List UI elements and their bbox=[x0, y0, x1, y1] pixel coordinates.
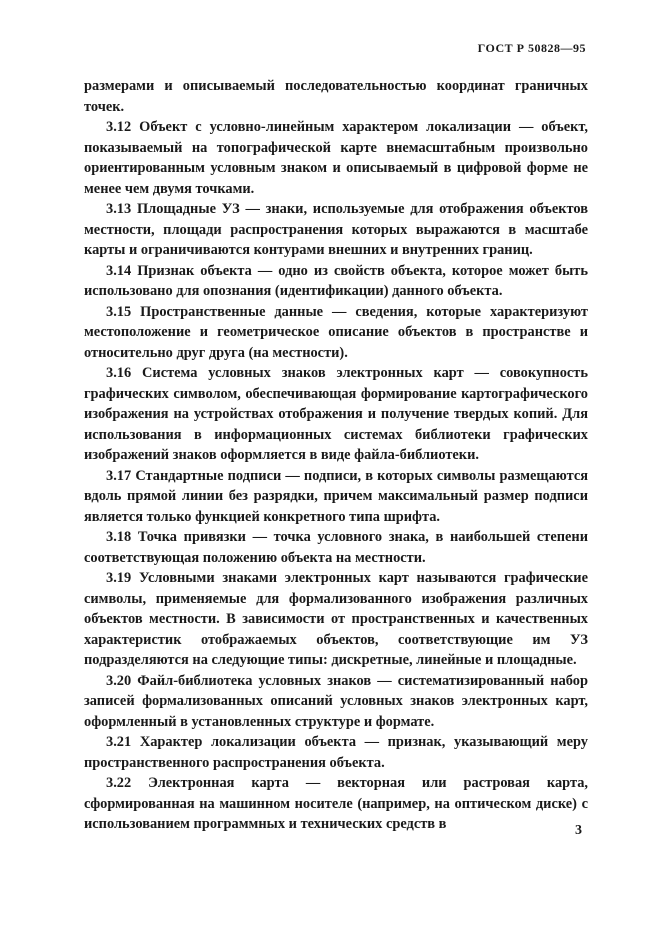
clause-number: 3.16 bbox=[106, 365, 132, 381]
paragraph bbox=[84, 773, 588, 835]
definition: — систематизированный набор записей формализованных описаний условных знаков электронных карт, оформленный в установленных структуре и формате. bbox=[84, 672, 588, 730]
clause-number: 3.13 bbox=[106, 201, 132, 217]
definition: — признак, указывающий меру пространственного распространения объекта. bbox=[84, 734, 588, 771]
clause-number: 3.22 bbox=[106, 775, 132, 791]
page-number: 3 bbox=[575, 823, 582, 838]
paragraph bbox=[84, 302, 588, 364]
term: Точка привязки bbox=[137, 529, 246, 545]
term: Признак объекта bbox=[137, 262, 252, 279]
clause-number: 3.18 bbox=[106, 529, 132, 545]
paragraph bbox=[84, 76, 588, 117]
clause-number: 3.12 bbox=[106, 119, 132, 135]
clause-number: 3.15 bbox=[106, 303, 132, 320]
term: Площадные УЗ bbox=[136, 201, 240, 217]
term: Файл-библиотека условных знаков bbox=[137, 672, 372, 689]
definition: называются графические символы, применяемые для формализованного изображения различных объектов местности. В зависимости от пространственных и качественных характеристик отображаемых объектов, соответствующие им УЗ подразделяются на следующие типы: дискретные, линейные и площадные. bbox=[84, 570, 588, 668]
paragraph bbox=[84, 117, 588, 199]
term: Характер локализации объекта bbox=[139, 734, 357, 750]
term: Пространственные данные bbox=[140, 303, 324, 320]
clause-number: 3.19 bbox=[106, 570, 132, 586]
term: Электронная карта bbox=[148, 775, 289, 791]
paragraph-text: размерами и описываемый последовательностью координат граничных точек. bbox=[84, 78, 588, 115]
definition: — точка условного знака, в наибольшей степени соответствующая положению объекта на местности. bbox=[84, 529, 589, 566]
term: Объект с условно-линейным характером локализации bbox=[139, 119, 512, 135]
definition: — объект, показываемый на топографической карте внемасштабным произвольно ориентированным условным знаком и описываемый в цифровой форме не менее чем двумя точками. bbox=[84, 119, 588, 197]
clause-number: 3.20 bbox=[106, 672, 132, 689]
paragraph bbox=[84, 671, 588, 733]
definition: — совокупность графических символом, обеспечивающая формирование картографического изображения на устройствах отображения и получение твердых копий. Для использования в информационных системах библиотеки графических изображений знаков оформляется в виде файла-библиотеки. bbox=[84, 365, 588, 463]
term: Условными знаками электронных карт bbox=[138, 570, 409, 586]
definition: — подписи, в которых символы размещаются вдоль прямой линии без разрядки, причем максимальный размер подписи является только функцией конкретного типа шрифта. bbox=[84, 467, 588, 525]
paragraph bbox=[84, 363, 588, 466]
definition: — знаки, используемые для отображения объектов местности, площади распространения которых выражаются в масштабе карты и ограничиваются контурами внешних и внутренних границ. bbox=[84, 201, 588, 258]
definition: — векторная или растровая карта, сформированная на машинном носителе (например, на оптическом диске) с использованием программных и технических средств в bbox=[84, 775, 588, 832]
term: Система условных знаков электронных карт bbox=[142, 365, 464, 381]
body-text bbox=[84, 76, 588, 835]
definition: — сведения, которые характеризуют местоположение и геометрическое описание объектов в пространстве и относительно друг друга (на местности). bbox=[84, 303, 588, 361]
paragraph bbox=[84, 568, 588, 671]
definition: — одно из свойств объекта, которое может быть использовано для опознания (идентификации) данного объекта. bbox=[84, 262, 588, 299]
paragraph bbox=[84, 199, 588, 261]
clause-number: 3.14 bbox=[106, 262, 132, 279]
paragraph bbox=[84, 527, 588, 568]
clause-number: 3.17 bbox=[106, 467, 132, 484]
term: Стандартные подписи bbox=[135, 467, 282, 484]
document-header: ГОСТ Р 50828—95 bbox=[477, 41, 586, 55]
paragraph bbox=[84, 261, 588, 302]
paragraph bbox=[84, 732, 588, 773]
paragraph bbox=[84, 466, 588, 528]
clause-number: 3.21 bbox=[106, 734, 132, 750]
